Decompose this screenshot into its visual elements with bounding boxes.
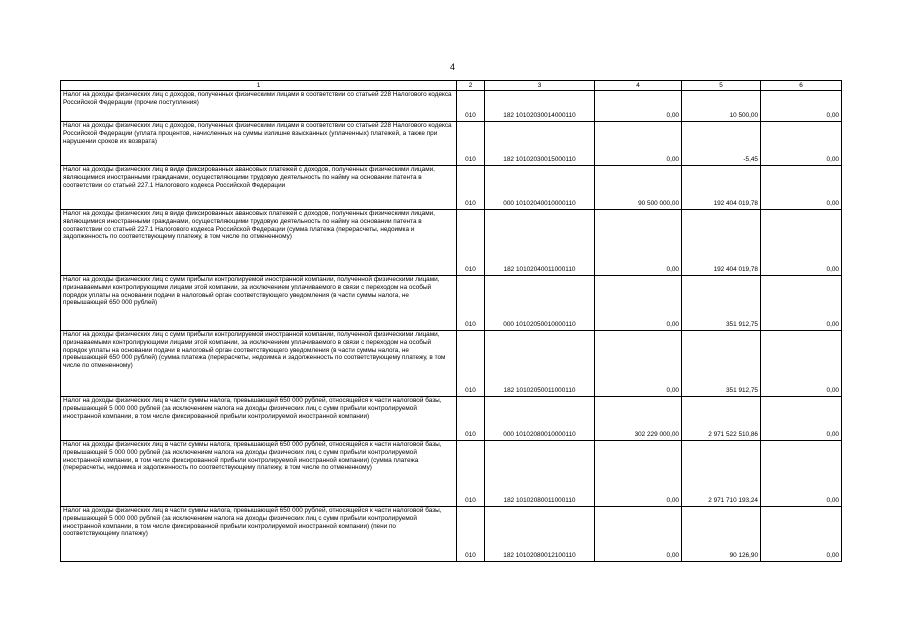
line-code-cell: 010 (457, 210, 485, 276)
income-name-cell: Налог на доходы физических лиц с доходов, полученных физическими лицами в соответствии со статьей 228 Налогового кодекса Российской Федерации (прочие поступления) (61, 91, 457, 122)
budget-classification-code-cell: 182 10102080012100110 (485, 507, 595, 562)
income-name-cell: Налог на доходы физических лиц в виде фиксированных авансовых платежей с доходов, полученных физическими лицами, являющимися иностранными гражданами, осуществляющими трудовую деятельность по найму на основании патента в соответствии со статьей 227.1 Налогового кодекса Российской Федерации (61, 166, 457, 210)
executed-amount-cell: 351 912,75 (682, 331, 761, 397)
table-row (61, 507, 842, 562)
column-header: 5 (682, 81, 761, 91)
approved-amount-cell: 90 500 000,00 (595, 166, 682, 210)
executed-amount-cell: 192 404 019,78 (682, 166, 761, 210)
executed-amount-cell: 351 912,75 (682, 276, 761, 331)
budget-classification-code-cell: 000 10102050010000110 (485, 276, 595, 331)
line-code-cell: 010 (457, 331, 485, 397)
approved-amount-cell: 0,00 (595, 122, 682, 166)
column-header: 2 (457, 81, 485, 91)
approved-amount-cell: 0,00 (595, 331, 682, 397)
page-number: 4 (449, 62, 455, 72)
column-6-amount-cell: 0,00 (761, 122, 842, 166)
budget-classification-code-cell: 182 10102030014000110 (485, 91, 595, 122)
budget-classification-code-cell: 000 10102080010000110 (485, 397, 595, 441)
income-name-cell: Налог на доходы физических лиц в части суммы налога, превышающей 650 000 рублей, относящейся к части налоговой базы, превышающей 5 000 000 рублей (за исключением налога на доходы физических лиц с сумм прибыли контролируемой иностранной компании, в том числе фиксированной прибыли контролируемой иностранной компании) (пени по соответствующему платежу) (61, 507, 457, 562)
executed-amount-cell: 192 404 019,78 (682, 210, 761, 276)
budget-classification-code-cell: 182 10102080011000110 (485, 441, 595, 507)
executed-amount-cell: -5,45 (682, 122, 761, 166)
table-row (61, 91, 842, 122)
table-row (61, 210, 842, 276)
table-row (61, 397, 842, 441)
executed-amount-cell: 2 971 522 510,86 (682, 397, 761, 441)
column-6-amount-cell: 0,00 (761, 397, 842, 441)
line-code-cell: 010 (457, 166, 485, 210)
column-header: 1 (61, 81, 457, 91)
executed-amount-cell: 90 126,90 (682, 507, 761, 562)
approved-amount-cell: 0,00 (595, 91, 682, 122)
line-code-cell: 010 (457, 507, 485, 562)
column-number-row (61, 81, 842, 91)
column-6-amount-cell: 0,00 (761, 210, 842, 276)
line-code-cell: 010 (457, 91, 485, 122)
line-code-cell: 010 (457, 122, 485, 166)
column-header: 3 (485, 81, 595, 91)
column-6-amount-cell: 0,00 (761, 276, 842, 331)
table-row (61, 166, 842, 210)
line-code-cell: 010 (457, 397, 485, 441)
income-name-cell: Налог на доходы физических лиц в части суммы налога, превышающей 650 000 рублей, относящейся к части налоговой базы, превышающей 5 000 000 рублей (за исключением налога на доходы физических лиц с сумм прибыли контролируемой иностранной компании, в том числе фиксированной прибыли контролируемой иностранной компании) (сумма платежа (перерасчеты, недоимка и задолженность по соответствующему платежу, в том числе по отмененному) (61, 441, 457, 507)
column-6-amount-cell: 0,00 (761, 331, 842, 397)
line-code-cell: 010 (457, 441, 485, 507)
budget-classification-code-cell: 182 10102050011000110 (485, 331, 595, 397)
line-code-cell: 010 (457, 276, 485, 331)
approved-amount-cell: 302 229 000,00 (595, 397, 682, 441)
approved-amount-cell: 0,00 (595, 276, 682, 331)
executed-amount-cell: 2 971 710 193,24 (682, 441, 761, 507)
budget-classification-code-cell: 182 10102040011000110 (485, 210, 595, 276)
income-name-cell: Налог на доходы физических лиц с сумм прибыли контролируемой иностранной компании, полученной физическими лицами, признаваемыми контролирующими лицами этой компании, за исключением уплачиваемого в связи с переходом на особый порядок уплаты на основании подачи в налоговый орган соответствующего уведомления (в части суммы налога, не превышающей 650 000 рублей) (61, 276, 457, 331)
income-name-cell: Налог на доходы физических лиц с сумм прибыли контролируемой иностранной компании, полученной физическими лицами, признаваемыми контролирующими лицами этой компании, за исключением уплачиваемого в связи с переходом на особый порядок уплаты на основании подачи в налоговый орган соответствующего уведомления (в части суммы налога, не превышающей 650 000 рублей) (сумма платежа (перерасчеты, недоимка и задолженность по соответствующему платежу, в том числе по отмененному) (61, 331, 457, 397)
column-header: 6 (761, 81, 842, 91)
income-name-cell: Налог на доходы физических лиц в виде фиксированных авансовых платежей с доходов, полученных физическими лицами, являющимися иностранными гражданами, осуществляющими трудовую деятельность по найму на основании патента в соответствии со статьей 227.1 Налогового кодекса Российской Федерации (сумма платежа (перерасчеты, недоимка и задолженность по соответствующему платежу, в том числе по отмененному) (61, 210, 457, 276)
income-name-cell: Налог на доходы физических лиц в части суммы налога, превышающей 650 000 рублей, относящейся к части налоговой базы, превышающей 5 000 000 рублей (за исключением налога на доходы физических лиц с сумм прибыли контролируемой иностранной компании, в том числе фиксированной прибыли контролируемой иностранной компании) (61, 397, 457, 441)
column-6-amount-cell: 0,00 (761, 91, 842, 122)
revenue-report-table (60, 80, 842, 562)
column-header: 4 (595, 81, 682, 91)
column-6-amount-cell: 0,00 (761, 507, 842, 562)
budget-classification-code-cell: 182 10102030015000110 (485, 122, 595, 166)
table-row (61, 331, 842, 397)
executed-amount-cell: 10 500,00 (682, 91, 761, 122)
approved-amount-cell: 0,00 (595, 507, 682, 562)
table-row (61, 276, 842, 331)
approved-amount-cell: 0,00 (595, 210, 682, 276)
column-6-amount-cell: 0,00 (761, 166, 842, 210)
table-row (61, 122, 842, 166)
income-name-cell: Налог на доходы физических лиц с доходов, полученных физическими лицами в соответствии со статьей 228 Налогового кодекса Российской Федерации (уплата процентов, начисленных на суммы излишне взысканных (уплаченных) платежей, а также при нарушении сроков их возврата) (61, 122, 457, 166)
budget-classification-code-cell: 000 10102040010000110 (485, 166, 595, 210)
table-row (61, 441, 842, 507)
approved-amount-cell: 0,00 (595, 441, 682, 507)
column-6-amount-cell: 0,00 (761, 441, 842, 507)
